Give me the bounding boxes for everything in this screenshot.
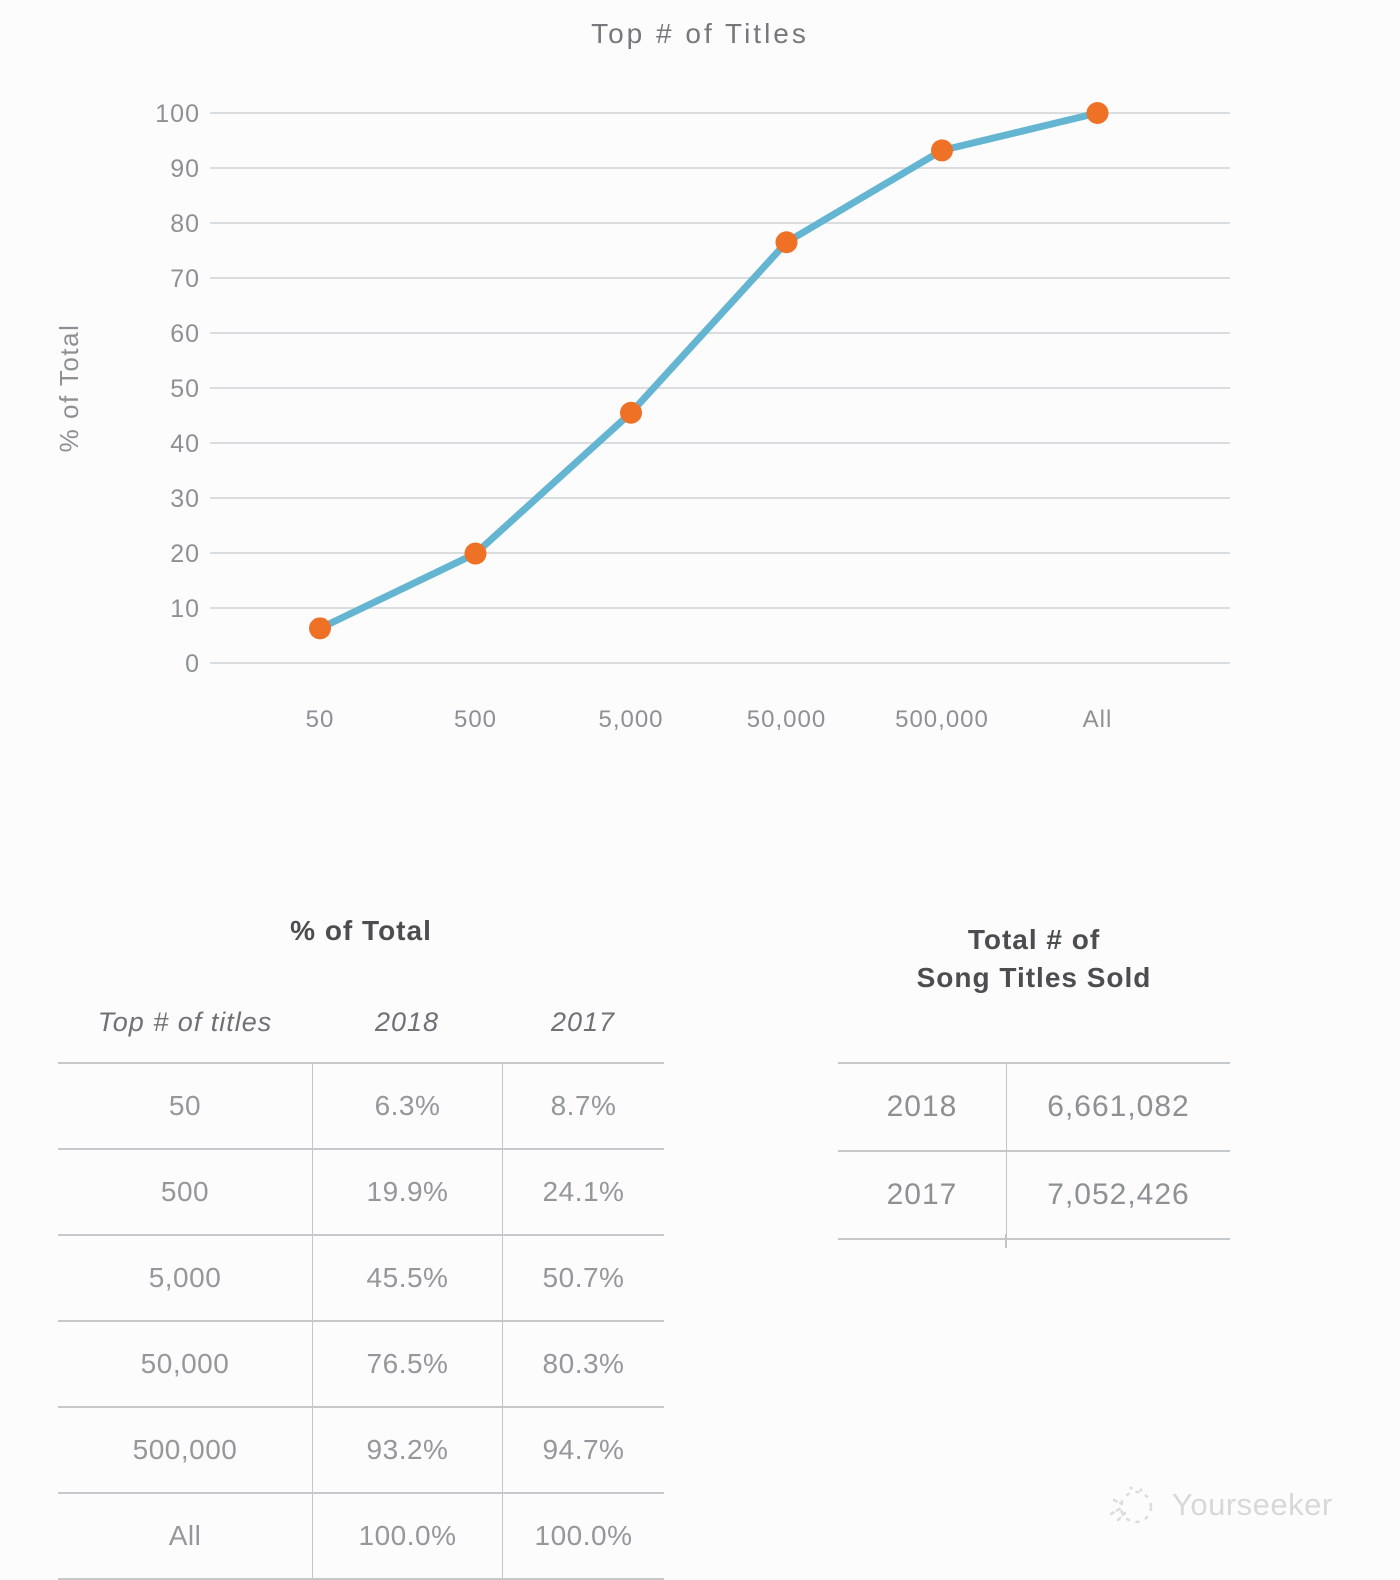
row-label: 50 xyxy=(168,1090,202,1121)
x-axis-tick-label: 500,000 xyxy=(895,706,989,733)
value-2018: 100.0% xyxy=(312,1494,502,1578)
x-axis-tick-label: 50,000 xyxy=(746,706,827,733)
value-2017: 50.7% xyxy=(502,1236,664,1320)
x-axis-tick-label: All xyxy=(1082,706,1113,733)
table-row xyxy=(58,1322,664,1408)
table-row xyxy=(838,1064,1230,1152)
y-axis-tick-label: 80 xyxy=(170,210,200,238)
table-row xyxy=(58,1236,664,1322)
value-2018: 76.5% xyxy=(312,1322,502,1406)
y-axis-tick-label: 100 xyxy=(155,100,200,128)
value-2017: 100.0% xyxy=(502,1494,664,1578)
y-axis-tick-label: 30 xyxy=(170,485,200,513)
trend-line-2018 xyxy=(320,113,1098,628)
x-axis-tick-label: 50 xyxy=(305,706,335,733)
table-row xyxy=(58,1408,664,1494)
pct-col-header-2017: 2017 xyxy=(550,1007,616,1037)
x-axis-tick-label: 5,000 xyxy=(598,706,664,733)
value-2018: 19.9% xyxy=(312,1150,502,1234)
yourseeker-logo-icon xyxy=(1104,1476,1162,1534)
pct-col-header-2018: 2018 xyxy=(374,1007,440,1037)
y-axis-tick-label: 0 xyxy=(185,650,200,678)
pct-table-header-row xyxy=(58,1000,664,1045)
value-2017: 80.3% xyxy=(502,1322,664,1406)
pct-of-total-table xyxy=(58,915,664,1575)
pct-table-body xyxy=(58,1062,664,1580)
value-2017: 8.7% xyxy=(502,1064,664,1148)
data-point-50 xyxy=(309,617,331,639)
data-point-500 xyxy=(465,543,487,565)
titles-sold-title-line1: Total # of xyxy=(967,924,1101,955)
data-point-5,000 xyxy=(620,402,642,424)
row-label: 5,000 xyxy=(148,1262,222,1293)
table-row xyxy=(838,1152,1230,1240)
data-point-50,000 xyxy=(776,231,798,253)
titles-sold-value: 6,661,082 xyxy=(1006,1064,1230,1150)
year-label: 2018 xyxy=(886,1090,958,1123)
table-divider xyxy=(1005,1234,1007,1248)
y-axis-tick-label: 10 xyxy=(170,595,200,623)
y-axis-title: % of Total xyxy=(54,323,84,453)
y-axis-tick-label: 90 xyxy=(170,155,200,183)
pct-col-header-titles: Top # of titles xyxy=(97,1007,273,1037)
table-row xyxy=(58,1150,664,1236)
y-axis-tick-label: 20 xyxy=(170,540,200,568)
titles-sold-table-title xyxy=(838,921,1230,997)
value-2018: 45.5% xyxy=(312,1236,502,1320)
y-axis-tick-label: 60 xyxy=(170,320,200,348)
chart-title: Top # of Titles xyxy=(591,18,809,49)
titles-sold-table xyxy=(838,915,1230,1245)
row-label: 500,000 xyxy=(132,1434,238,1465)
pct-table-title: % of Total xyxy=(290,915,432,946)
y-axis-tick-label: 40 xyxy=(170,430,200,458)
value-2018: 93.2% xyxy=(312,1408,502,1492)
watermark-text: Yourseeker xyxy=(1172,1487,1333,1522)
titles-sold-value: 7,052,426 xyxy=(1006,1152,1230,1238)
titles-sold-table-body xyxy=(838,1062,1230,1240)
x-axis-tick-label: 500 xyxy=(453,706,498,733)
data-point-All xyxy=(1087,102,1109,124)
y-axis-tick-label: 50 xyxy=(170,375,200,403)
row-label: 500 xyxy=(160,1176,210,1207)
row-label: 50,000 xyxy=(140,1348,230,1379)
value-2017: 94.7% xyxy=(502,1408,664,1492)
table-row xyxy=(58,1064,664,1150)
yourseeker-watermark xyxy=(1104,1476,1333,1534)
table-row xyxy=(58,1494,664,1580)
row-label: All xyxy=(168,1520,202,1551)
data-point-500,000 xyxy=(931,139,953,161)
y-axis-tick-label: 70 xyxy=(170,265,200,293)
year-label: 2017 xyxy=(886,1178,958,1211)
titles-sold-title-line2: Song Titles Sold xyxy=(916,962,1152,993)
value-2018: 6.3% xyxy=(312,1064,502,1148)
value-2017: 24.1% xyxy=(502,1150,664,1234)
